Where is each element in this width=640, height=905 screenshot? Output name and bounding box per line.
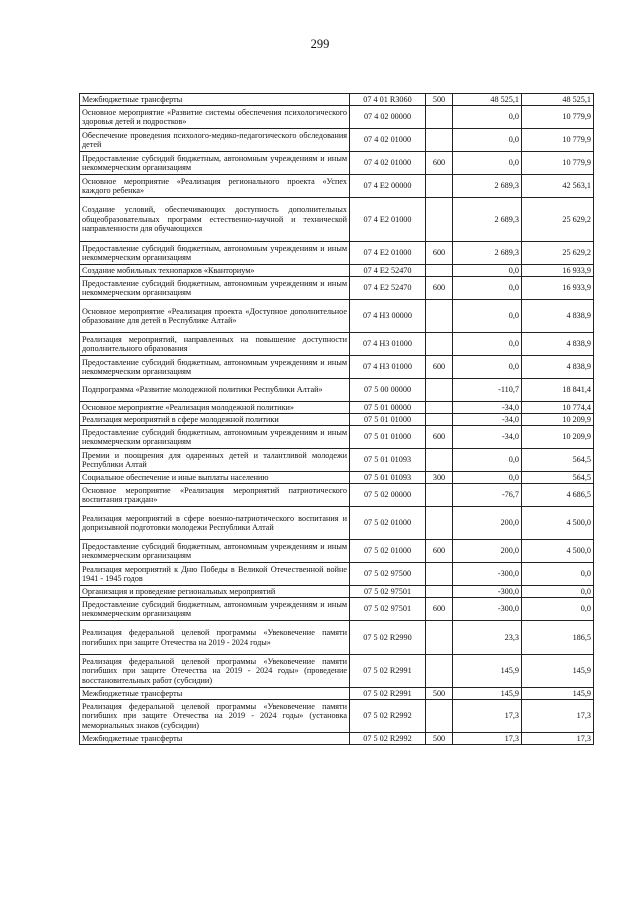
row-change-amount: -110,7 (453, 379, 522, 402)
table-row (80, 700, 594, 733)
row-change-amount: 0,0 (453, 472, 522, 484)
row-name: Премии и поощрения для одаренных детей и талантливой молодежи Республики Алтай (80, 449, 350, 472)
table-row (80, 484, 594, 507)
row-expense-type (426, 655, 453, 688)
row-total-amount: 10 209,9 (522, 426, 594, 449)
row-change-amount: -300,0 (453, 563, 522, 586)
row-expense-type (426, 563, 453, 586)
row-total-amount: 16 933,9 (522, 265, 594, 277)
row-code: 07 5 02 R2990 (350, 621, 426, 655)
row-change-amount: 200,0 (453, 507, 522, 540)
row-change-amount: 0,0 (453, 152, 522, 175)
row-name: Создание условий, обеспечивающих доступность дополнительных общеобразовательных программ естественно-научной и технической направленности для обучающихся (80, 198, 350, 242)
table-row (80, 540, 594, 563)
row-expense-type (426, 175, 453, 198)
row-total-amount: 48 525,1 (522, 94, 594, 106)
row-expense-type (426, 402, 453, 414)
row-expense-type: 600 (426, 598, 453, 621)
row-code: 07 5 02 00000 (350, 484, 426, 507)
row-name: Предоставление субсидий бюджетным, автономным учреждениям и иным некоммерческим организациям (80, 277, 350, 300)
row-change-amount: 23,3 (453, 621, 522, 655)
table-row (80, 152, 594, 175)
row-expense-type: 500 (426, 688, 453, 700)
table-row (80, 733, 594, 745)
row-total-amount: 186,5 (522, 621, 594, 655)
row-name: Реализация мероприятий к Дню Победы в Великой Отечественной войне 1941 - 1945 годов (80, 563, 350, 586)
row-expense-type: 600 (426, 277, 453, 300)
row-expense-type: 600 (426, 242, 453, 265)
row-name: Организация и проведение региональных мероприятий (80, 586, 350, 598)
row-name: Межбюджетные трансферты (80, 733, 350, 745)
page-number: 299 (310, 37, 330, 51)
row-change-amount: 145,9 (453, 688, 522, 700)
row-code: 07 4 Н3 01000 (350, 333, 426, 356)
row-expense-type (426, 449, 453, 472)
row-total-amount: 4 500,0 (522, 540, 594, 563)
row-code: 07 4 E2 00000 (350, 175, 426, 198)
row-code: 07 5 02 R2992 (350, 700, 426, 733)
row-expense-type: 600 (426, 540, 453, 563)
row-total-amount: 4 686,5 (522, 484, 594, 507)
row-total-amount: 25 629,2 (522, 198, 594, 242)
row-change-amount: -300,0 (453, 586, 522, 598)
row-name: Подпрограмма «Развитие молодежной политики Республики Алтай» (80, 379, 350, 402)
row-change-amount: -300,0 (453, 598, 522, 621)
row-change-amount: 2 689,3 (453, 242, 522, 265)
row-code: 07 4 E2 01000 (350, 198, 426, 242)
row-name: Основное мероприятие «Реализация проекта «Доступное дополнительное образование для детей в Республике Алтай» (80, 300, 350, 333)
row-expense-type (426, 300, 453, 333)
row-code: 07 5 01 01000 (350, 414, 426, 426)
row-total-amount: 4 838,9 (522, 333, 594, 356)
row-expense-type (426, 586, 453, 598)
table-row (80, 563, 594, 586)
row-name: Создание мобильных технопарков «Кванториум» (80, 265, 350, 277)
row-total-amount: 564,5 (522, 449, 594, 472)
row-change-amount: -34,0 (453, 414, 522, 426)
table-row (80, 300, 594, 333)
row-expense-type: 600 (426, 356, 453, 379)
row-code: 07 5 02 97501 (350, 598, 426, 621)
row-total-amount: 17,3 (522, 700, 594, 733)
row-total-amount: 145,9 (522, 655, 594, 688)
row-total-amount: 10 774,4 (522, 402, 594, 414)
table-row (80, 449, 594, 472)
table-row (80, 198, 594, 242)
table-row (80, 472, 594, 484)
row-expense-type (426, 507, 453, 540)
row-expense-type (426, 700, 453, 733)
row-expense-type: 300 (426, 472, 453, 484)
table-row (80, 379, 594, 402)
table-row (80, 94, 594, 106)
row-change-amount: -34,0 (453, 426, 522, 449)
row-total-amount: 10 779,9 (522, 152, 594, 175)
row-name: Основное мероприятие «Реализация молодежной политики» (80, 402, 350, 414)
row-code: 07 5 01 01093 (350, 449, 426, 472)
row-total-amount: 18 841,4 (522, 379, 594, 402)
row-change-amount: 145,9 (453, 655, 522, 688)
row-total-amount: 16 933,9 (522, 277, 594, 300)
row-total-amount: 10 209,9 (522, 414, 594, 426)
row-name: Реализация федеральной целевой программы «Увековечение памяти погибших при защите Отечества на 2019 - 2024 годы» (установка мемориальных знаков (субсидии) (80, 700, 350, 733)
table-row (80, 175, 594, 198)
row-code: 07 4 E2 01000 (350, 242, 426, 265)
row-change-amount: 17,3 (453, 700, 522, 733)
row-change-amount: 200,0 (453, 540, 522, 563)
row-name: Межбюджетные трансферты (80, 94, 350, 106)
table-row (80, 333, 594, 356)
row-total-amount: 564,5 (522, 472, 594, 484)
row-name: Реализация федеральной целевой программы «Увековечение памяти погибших при защите Отечества на 2019 - 2024 годы» (80, 621, 350, 655)
row-expense-type (426, 484, 453, 507)
row-total-amount: 4 500,0 (522, 507, 594, 540)
row-code: 07 5 02 97501 (350, 586, 426, 598)
row-expense-type (426, 106, 453, 129)
row-code: 07 5 01 00000 (350, 402, 426, 414)
row-expense-type: 500 (426, 94, 453, 106)
row-expense-type (426, 379, 453, 402)
row-expense-type: 500 (426, 733, 453, 745)
row-change-amount: 2 689,3 (453, 198, 522, 242)
row-code: 07 5 01 01000 (350, 426, 426, 449)
row-change-amount: 0,0 (453, 265, 522, 277)
row-code: 07 4 02 00000 (350, 106, 426, 129)
row-expense-type: 600 (426, 152, 453, 175)
row-total-amount: 10 779,9 (522, 106, 594, 129)
row-name: Обеспечение проведения психолого-медико-педагогического обследования детей (80, 129, 350, 152)
row-total-amount: 0,0 (522, 563, 594, 586)
budget-table (79, 93, 594, 745)
table-row (80, 426, 594, 449)
row-expense-type (426, 265, 453, 277)
table-row (80, 242, 594, 265)
row-code: 07 4 Н3 00000 (350, 300, 426, 333)
row-code: 07 5 02 R2991 (350, 688, 426, 700)
row-code: 07 4 02 01000 (350, 152, 426, 175)
row-total-amount: 0,0 (522, 586, 594, 598)
row-change-amount: 0,0 (453, 356, 522, 379)
row-total-amount: 4 838,9 (522, 300, 594, 333)
row-change-amount: 0,0 (453, 277, 522, 300)
table-row (80, 129, 594, 152)
row-expense-type (426, 198, 453, 242)
row-code: 07 5 02 01000 (350, 540, 426, 563)
row-code: 07 5 01 01093 (350, 472, 426, 484)
table-row (80, 688, 594, 700)
row-expense-type (426, 621, 453, 655)
table-row (80, 621, 594, 655)
row-change-amount: 2 689,3 (453, 175, 522, 198)
row-code: 07 5 02 97500 (350, 563, 426, 586)
row-name: Реализация мероприятий, направленных на повышение доступности дополнительного образования (80, 333, 350, 356)
row-total-amount: 0,0 (522, 598, 594, 621)
table-row (80, 356, 594, 379)
row-name: Основное мероприятие «Реализация мероприятий патриотического воспитания граждан» (80, 484, 350, 507)
row-code: 07 4 E2 52470 (350, 265, 426, 277)
row-change-amount: 0,0 (453, 333, 522, 356)
row-name: Предоставление субсидий бюджетным, автономным учреждениям и иным некоммерческим организациям (80, 540, 350, 563)
row-change-amount: 48 525,1 (453, 94, 522, 106)
table-row (80, 402, 594, 414)
row-code: 07 4 Н3 01000 (350, 356, 426, 379)
row-total-amount: 25 629,2 (522, 242, 594, 265)
row-code: 07 5 02 01000 (350, 507, 426, 540)
row-name: Основное мероприятие «Развитие системы обеспечения психологического здоровья детей и подростков» (80, 106, 350, 129)
table-row (80, 586, 594, 598)
table-row (80, 277, 594, 300)
row-name: Предоставление субсидий бюджетным, автономным учреждениям и иным некоммерческим организациям (80, 152, 350, 175)
row-expense-type (426, 129, 453, 152)
row-change-amount: -76,7 (453, 484, 522, 507)
row-code: 07 5 02 R2991 (350, 655, 426, 688)
table-row (80, 655, 594, 688)
row-change-amount: 0,0 (453, 300, 522, 333)
table-row (80, 507, 594, 540)
table-row (80, 598, 594, 621)
row-expense-type (426, 333, 453, 356)
row-name: Реализация федеральной целевой программы «Увековечение памяти погибших при защите Отечества на 2019 - 2024 годы» (проведение восстановительных работ (субсидии) (80, 655, 350, 688)
row-expense-type: 600 (426, 426, 453, 449)
row-name: Предоставление субсидий бюджетным, автономным учреждениям и иным некоммерческим организациям (80, 426, 350, 449)
row-expense-type (426, 414, 453, 426)
row-name: Реализация мероприятий в сфере молодежной политики (80, 414, 350, 426)
row-name: Социальное обеспечение и иные выплаты населению (80, 472, 350, 484)
row-code: 07 4 01 R3060 (350, 94, 426, 106)
table-row (80, 414, 594, 426)
row-code: 07 4 E2 52470 (350, 277, 426, 300)
row-name: Реализация мероприятий в сфере военно-патриотического воспитания и допризывной подготовки молодежи Республики Алтай (80, 507, 350, 540)
row-change-amount: 0,0 (453, 129, 522, 152)
row-total-amount: 17,3 (522, 733, 594, 745)
table-row (80, 106, 594, 129)
row-total-amount: 4 838,9 (522, 356, 594, 379)
row-change-amount: 0,0 (453, 106, 522, 129)
row-name: Предоставление субсидий бюджетным, автономным учреждениям и иным некоммерческим организациям (80, 356, 350, 379)
row-code: 07 4 02 01000 (350, 129, 426, 152)
row-code: 07 5 00 00000 (350, 379, 426, 402)
row-name: Основное мероприятие «Реализация регионального проекта «Успех каждого ребенка» (80, 175, 350, 198)
row-name: Предоставление субсидий бюджетным, автономным учреждениям и иным некоммерческим организациям (80, 242, 350, 265)
row-total-amount: 10 779,9 (522, 129, 594, 152)
row-change-amount: -34,0 (453, 402, 522, 414)
row-total-amount: 42 563,1 (522, 175, 594, 198)
row-code: 07 5 02 R2992 (350, 733, 426, 745)
row-name: Предоставление субсидий бюджетным, автономным учреждениям и иным некоммерческим организациям (80, 598, 350, 621)
row-name: Межбюджетные трансферты (80, 688, 350, 700)
row-change-amount: 0,0 (453, 449, 522, 472)
row-total-amount: 145,9 (522, 688, 594, 700)
table-row (80, 265, 594, 277)
row-change-amount: 17,3 (453, 733, 522, 745)
